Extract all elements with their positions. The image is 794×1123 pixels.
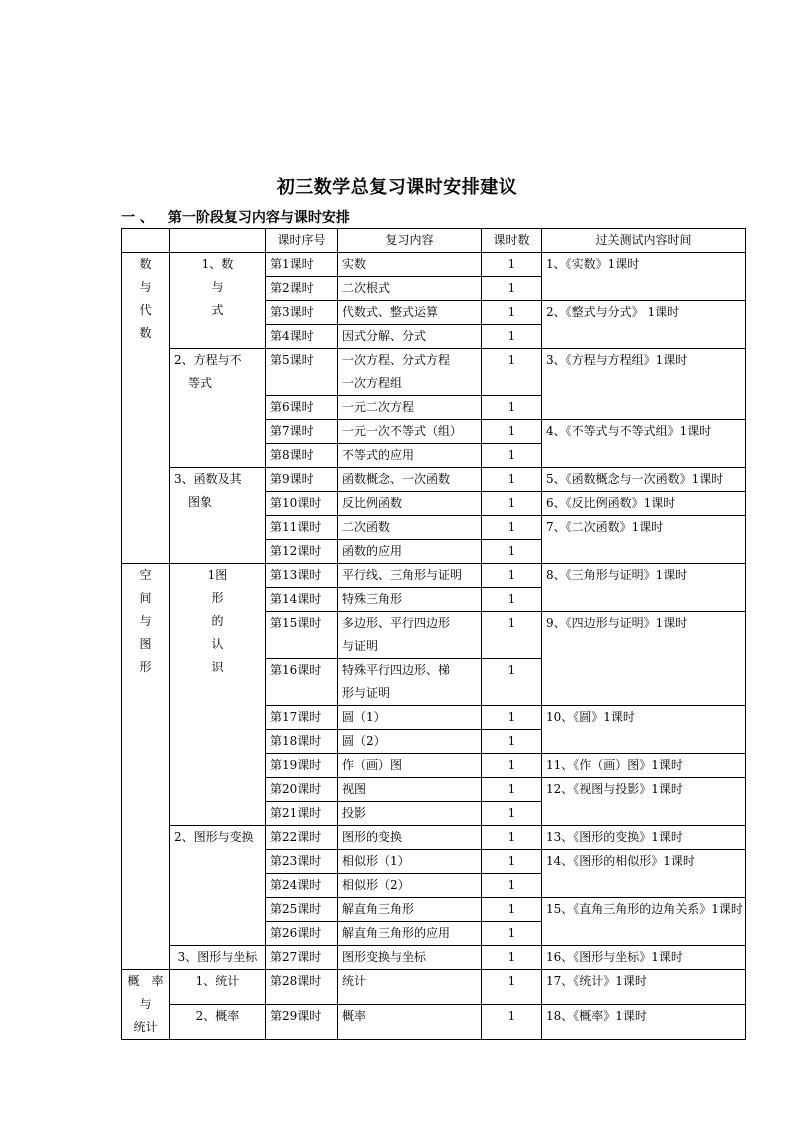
- lesson-hours: 1: [482, 468, 542, 492]
- lesson-number: 第22课时: [266, 826, 338, 850]
- lesson-content-line: 反比例函数: [342, 496, 403, 510]
- domain-geometry-line: 间: [139, 591, 152, 605]
- lesson-content-line: 特殊平行四边形、梯: [342, 663, 451, 677]
- lesson-content: [338, 301, 482, 325]
- lesson-content-line: 代数式、整式运算: [342, 305, 439, 319]
- topic-transform: [170, 826, 266, 946]
- test-cell: 13、《图形的变换》1课时: [542, 826, 746, 850]
- lesson-number: 第24课时: [266, 874, 338, 898]
- lesson-content-line: 二次根式: [342, 281, 391, 295]
- lesson-content: [338, 349, 482, 396]
- lesson-content: [338, 396, 482, 420]
- lesson-number: 第29课时: [266, 1005, 338, 1040]
- column-header: [170, 229, 266, 253]
- domain-probability: [122, 970, 170, 1040]
- lesson-hours: 1: [482, 420, 542, 444]
- lesson-number: 第11课时: [266, 516, 338, 540]
- table-row: [122, 970, 746, 1005]
- test-cell: 18、《概率》1课时: [542, 1005, 746, 1040]
- lesson-hours: 1: [482, 922, 542, 946]
- test-cell: 12、《视图与投影》1课时: [542, 778, 746, 826]
- topic-coordinates-line: 3、图形与坐标: [177, 950, 258, 964]
- schedule-table: [121, 228, 746, 1040]
- test-cell: 10、《圆》1课时: [542, 706, 746, 754]
- lesson-number: 第27课时: [266, 946, 338, 970]
- lesson-content-line: 视图: [342, 782, 367, 796]
- lesson-number: 第10课时: [266, 492, 338, 516]
- domain-geometry-line: 与: [139, 614, 152, 628]
- table-row: [122, 253, 746, 277]
- lesson-hours: 1: [482, 970, 542, 1005]
- domain-algebra-line: 数: [139, 257, 152, 271]
- lesson-content-line: 图形变换与坐标: [342, 950, 427, 964]
- test-cell: 4、《不等式与不等式组》1课时: [542, 420, 746, 468]
- section-title: 第一阶段复习内容与课时安排: [167, 210, 350, 226]
- domain-algebra: [122, 253, 170, 564]
- lesson-hours: 1: [482, 730, 542, 754]
- lesson-content: [338, 850, 482, 874]
- test-cell: 2、《整式与分式》 1课时: [542, 301, 746, 349]
- lesson-hours: 1: [482, 277, 542, 301]
- lesson-number: 第23课时: [266, 850, 338, 874]
- topic-figures: [170, 564, 266, 826]
- lesson-content-line: 与证明: [342, 639, 379, 653]
- lesson-content-line: 图形的变换: [342, 830, 403, 844]
- lesson-content-line: 统计: [342, 974, 367, 988]
- lesson-content: [338, 730, 482, 754]
- lesson-hours: 1: [482, 540, 542, 564]
- lesson-hours: 1: [482, 492, 542, 516]
- topic-figures-line: 1图: [207, 568, 228, 582]
- lesson-number: 第2课时: [266, 277, 338, 301]
- domain-probability-line: 概 率: [127, 974, 164, 988]
- test-cell: 1、《实数》1课时: [542, 253, 746, 301]
- lesson-content-line: 函数的应用: [342, 544, 403, 558]
- lesson-hours: 1: [482, 325, 542, 349]
- lesson-number: 第8课时: [266, 444, 338, 468]
- domain-geometry-line: 形: [139, 660, 152, 674]
- lesson-content-line: 一次方程、分式方程: [342, 353, 451, 367]
- section-heading: [121, 207, 350, 227]
- lesson-hours: 1: [482, 826, 542, 850]
- test-cell: 9、《四边形与证明》1课时: [542, 612, 746, 706]
- lesson-number: 第12课时: [266, 540, 338, 564]
- test-cell: 5、《函数概念与一次函数》1课时: [542, 468, 746, 492]
- lesson-content-line: 相似形（2）: [342, 878, 410, 892]
- lesson-number: 第18课时: [266, 730, 338, 754]
- lesson-content-line: 作（画）图: [342, 758, 403, 772]
- lesson-number: 第21课时: [266, 802, 338, 826]
- lesson-content-line: 函数概念、一次函数: [342, 472, 451, 486]
- lesson-content-line: 解直角三角形: [342, 902, 415, 916]
- domain-geometry-line: 图: [139, 637, 152, 651]
- page-title: 初三数学总复习课时安排建议: [276, 177, 518, 198]
- lesson-hours: 1: [482, 659, 542, 706]
- topic-equations-line: 等式: [188, 376, 213, 390]
- lesson-content-line: 多边形、平行四边形: [342, 616, 451, 630]
- lesson-number: 第19课时: [266, 754, 338, 778]
- lesson-number: 第14课时: [266, 588, 338, 612]
- lesson-content: [338, 898, 482, 922]
- lesson-hours: 1: [482, 850, 542, 874]
- lesson-content-line: 相似形（1）: [342, 854, 410, 868]
- topic-figures-line: 形: [211, 591, 224, 605]
- section-number: 一 、: [121, 210, 154, 226]
- lesson-hours: 1: [482, 898, 542, 922]
- lesson-number: 第4课时: [266, 325, 338, 349]
- lesson-content-line: 投影: [342, 806, 367, 820]
- lesson-hours: 1: [482, 874, 542, 898]
- topic-functions: [170, 468, 266, 564]
- lesson-content: [338, 325, 482, 349]
- lesson-content-line: 概率: [342, 1009, 367, 1023]
- topic-statistics-line: 1、统计: [195, 974, 240, 988]
- domain-algebra-line: 代: [139, 303, 152, 317]
- topic-numbers-line: 式: [211, 303, 224, 317]
- topic-functions-line: 图象: [188, 495, 213, 509]
- lesson-content-line: 平行线、三角形与证明: [342, 568, 463, 582]
- lesson-hours: 1: [482, 612, 542, 659]
- lesson-content: [338, 659, 482, 706]
- lesson-content: [338, 540, 482, 564]
- lesson-hours: 1: [482, 564, 542, 588]
- topic-statistics: [170, 970, 266, 1005]
- topic-numbers-line: 与: [211, 280, 224, 294]
- lesson-number: 第28课时: [266, 970, 338, 1005]
- lesson-content-line: 一元二次方程: [342, 400, 415, 414]
- lesson-hours: 1: [482, 778, 542, 802]
- lesson-hours: 1: [482, 396, 542, 420]
- lesson-content: [338, 492, 482, 516]
- lesson-content: [338, 946, 482, 970]
- test-cell: 11、《作（画）图》1课时: [542, 754, 746, 778]
- lesson-content: [338, 706, 482, 730]
- domain-algebra-line: 数: [139, 326, 152, 340]
- column-header: [122, 229, 170, 253]
- test-cell: 16、《图形与坐标》1课时: [542, 946, 746, 970]
- lesson-content-line: 圆（2）: [342, 734, 386, 748]
- lesson-number: 第17课时: [266, 706, 338, 730]
- lesson-number: 第5课时: [266, 349, 338, 396]
- lesson-content: [338, 922, 482, 946]
- lesson-content: [338, 444, 482, 468]
- lesson-hours: 1: [482, 1005, 542, 1040]
- lesson-number: 第13课时: [266, 564, 338, 588]
- lesson-content: [338, 277, 482, 301]
- lesson-content: [338, 874, 482, 898]
- lesson-content: [338, 253, 482, 277]
- test-cell: 3、《方程与方程组》1课时: [542, 349, 746, 420]
- topic-figures-line: 认: [211, 637, 224, 651]
- lesson-hours: 1: [482, 754, 542, 778]
- lesson-number: 第20课时: [266, 778, 338, 802]
- topic-figures-line: 的: [211, 614, 224, 628]
- lesson-content-line: 二次函数: [342, 520, 391, 534]
- lesson-content: [338, 802, 482, 826]
- test-cell: 14、《图形的相似形》1课时: [542, 850, 746, 898]
- lesson-number: 第15课时: [266, 612, 338, 659]
- lesson-hours: 1: [482, 706, 542, 730]
- domain-geometry: [122, 564, 170, 970]
- lesson-content: [338, 588, 482, 612]
- column-header: 复习内容: [338, 229, 482, 253]
- lesson-content-line: 解直角三角形的应用: [342, 926, 451, 940]
- lesson-content: [338, 970, 482, 1005]
- column-header: 课时序号: [266, 229, 338, 253]
- lesson-content: [338, 516, 482, 540]
- table-row: [122, 468, 746, 492]
- topic-functions-line: 3、函数及其: [174, 472, 242, 486]
- lesson-content: [338, 1005, 482, 1040]
- lesson-content: [338, 826, 482, 850]
- table-row: [122, 349, 746, 396]
- lesson-content-line: 特殊三角形: [342, 592, 403, 606]
- lesson-number: 第7课时: [266, 420, 338, 444]
- lesson-hours: 1: [482, 516, 542, 540]
- domain-probability-line: 与: [139, 997, 152, 1011]
- lesson-content: [338, 564, 482, 588]
- lesson-number: 第3课时: [266, 301, 338, 325]
- lesson-content: [338, 420, 482, 444]
- lesson-content: [338, 612, 482, 659]
- test-cell: 7、《二次函数》1课时: [542, 516, 746, 564]
- lesson-content: [338, 468, 482, 492]
- topic-equations-line: 2、方程与不: [174, 353, 242, 367]
- table-row: [122, 1005, 746, 1040]
- lesson-number: 第26课时: [266, 922, 338, 946]
- topic-probability-line: 2、概率: [195, 1009, 240, 1023]
- lesson-hours: 1: [482, 802, 542, 826]
- topic-probability: [170, 1005, 266, 1040]
- domain-probability-line: 统计: [133, 1020, 158, 1034]
- lesson-hours: 1: [482, 349, 542, 396]
- column-header: 过关测试内容时间: [542, 229, 746, 253]
- lesson-hours: 1: [482, 253, 542, 277]
- test-cell: 6、《反比例函数》1课时: [542, 492, 746, 516]
- lesson-hours: 1: [482, 301, 542, 325]
- lesson-content-line: 形与证明: [342, 686, 391, 700]
- lesson-number: 第1课时: [266, 253, 338, 277]
- lesson-hours: 1: [482, 444, 542, 468]
- domain-algebra-line: 与: [139, 280, 152, 294]
- lesson-hours: 1: [482, 946, 542, 970]
- test-cell: 8、《三角形与证明》1课时: [542, 564, 746, 612]
- domain-geometry-line: 空: [139, 568, 152, 582]
- table-row: [122, 564, 746, 588]
- lesson-number: 第25课时: [266, 898, 338, 922]
- topic-figures-line: 识: [211, 660, 224, 674]
- column-header: 课时数: [482, 229, 542, 253]
- table-row: [122, 946, 746, 970]
- test-cell: 15、《直角三角形的边角关系》1课时: [542, 898, 746, 946]
- lesson-content-line: 一次方程组: [342, 376, 403, 390]
- test-cell: 17、《统计》1课时: [542, 970, 746, 1005]
- lesson-content-line: 因式分解、分式: [342, 329, 427, 343]
- topic-equations: [170, 349, 266, 468]
- header-row: [122, 229, 746, 253]
- lesson-content-line: 不等式的应用: [342, 448, 415, 462]
- topic-numbers-line: 1、数: [201, 257, 234, 271]
- lesson-content-line: 一元一次不等式（组）: [342, 424, 463, 438]
- topic-transform-line: 2、图形与变换: [174, 830, 254, 844]
- lesson-content: [338, 778, 482, 802]
- lesson-number: 第16课时: [266, 659, 338, 706]
- topic-coordinates: [170, 946, 266, 970]
- table-row: [122, 826, 746, 850]
- lesson-content-line: 圆（1）: [342, 710, 386, 724]
- lesson-hours: 1: [482, 588, 542, 612]
- lesson-number: 第9课时: [266, 468, 338, 492]
- lesson-content-line: 实数: [342, 257, 367, 271]
- lesson-content: [338, 754, 482, 778]
- lesson-number: 第6课时: [266, 396, 338, 420]
- topic-numbers: [170, 253, 266, 349]
